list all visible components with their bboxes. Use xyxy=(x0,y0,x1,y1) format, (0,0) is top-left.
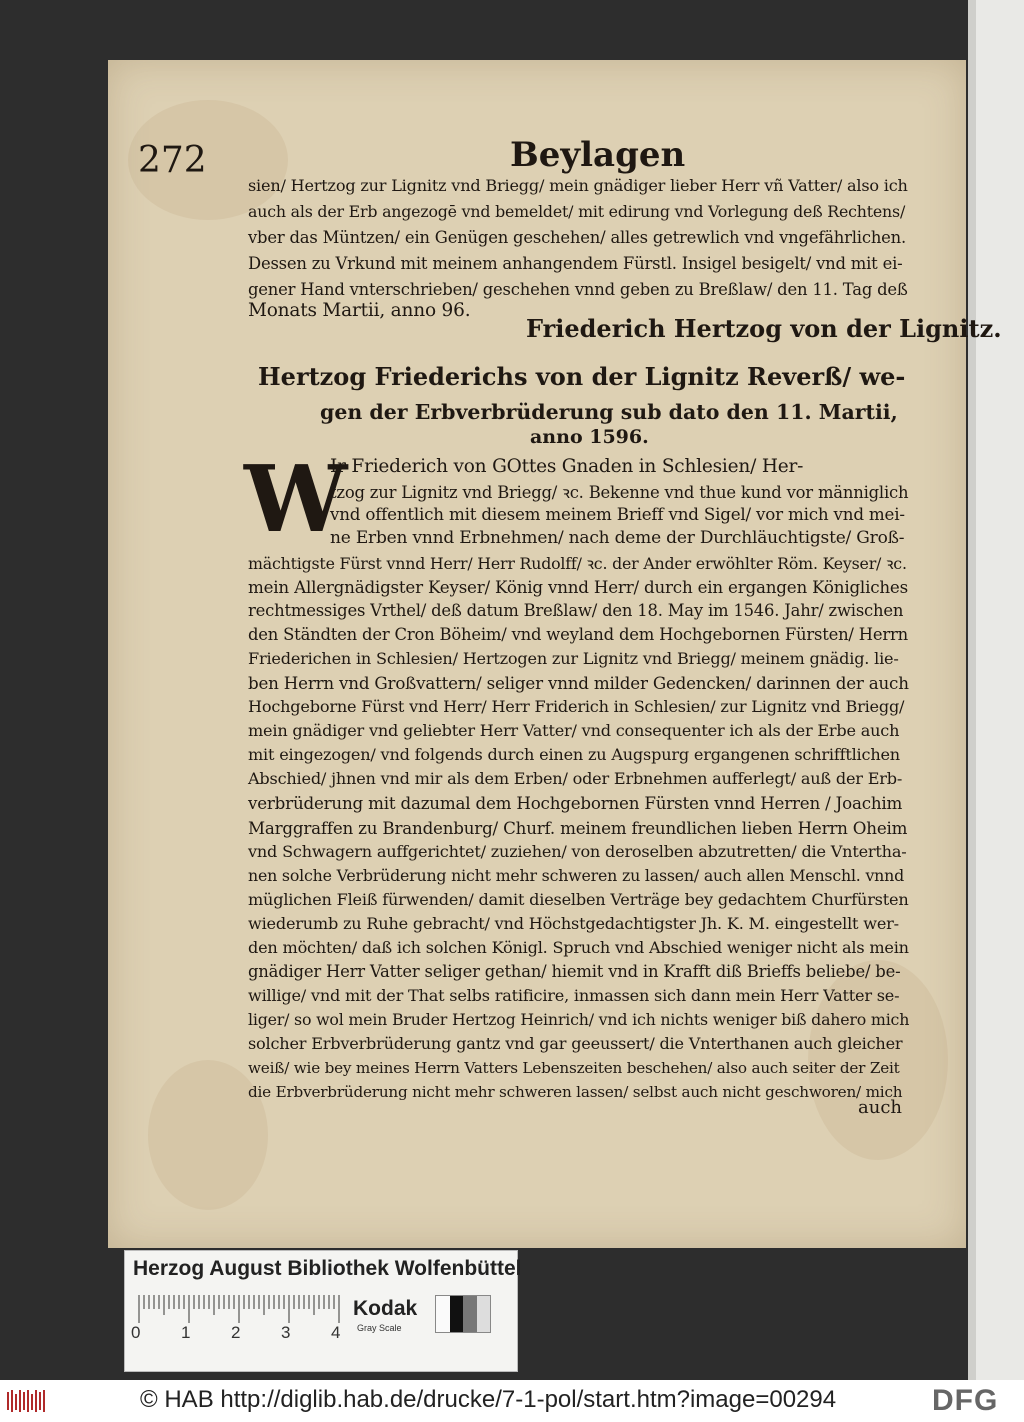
text-line: mächtigste Fürst vnnd Herr/ Herr Rudolff/ ꝛc. der Ander erwöhlter Röm. Keyser/ ꝛc. xyxy=(248,554,907,574)
text-line: den Ständten der Cron Böheim/ vnd weyland dem Hochgebornen Fürsten/ Herrn xyxy=(248,624,908,644)
text-line: Abschied/ jhnen vnd mir als dem Erben/ oder Erbnehmen aufferlegt/ auß der Erb- xyxy=(248,769,903,789)
ruler-number: 0 xyxy=(131,1323,141,1342)
text-line: mit eingezogen/ vnd folgends durch einen zu Augspurg ergangenen schrifftlichen xyxy=(248,745,900,765)
text-line: tzog zur Lignitz vnd Briegg/ ꝛc. Bekenne vnd thue kund vor männiglich xyxy=(330,483,909,503)
text-line: gener Hand vnterschrieben/ geschehen vnnd geben zu Breßlaw/ den 11. Tag deß xyxy=(248,280,908,299)
text-line: willige/ vnd mit der That selbs ratificire, inmassen sich dann mein Herr Vatter se- xyxy=(248,986,900,1006)
library-name: Herzog August Bibliothek Wolfenbüttel xyxy=(133,1257,522,1280)
footer-bar xyxy=(0,1380,1024,1422)
text-line: Dessen zu Vrkund mit meinem anhangendem Fürstl. Insigel besigelt/ vnd mit ei- xyxy=(248,254,903,273)
text-line: vnd offentlich mit diesem meinem Brieff vnd Sigel/ vor mich vnd mei- xyxy=(330,504,905,525)
page-number: 272 xyxy=(138,140,207,181)
text-line: ne Erben vnnd Erbnehmen/ nach deme der Durchläuchtigste/ Groß- xyxy=(330,528,905,549)
running-head: Beylagen xyxy=(510,135,686,175)
decorated-initial: W xyxy=(244,445,348,553)
text-line: mein gnädiger vnd geliebter Herr Vatter/ vnd consequenter ich als der Erbe auch xyxy=(248,721,900,741)
text-line: ben Herrn vnd Großvattern/ seliger vnnd milder Gedencken/ darinnen der auch xyxy=(248,672,909,693)
text-line: rechtmessiges Vrthel/ deß datum Breßlaw/ den 18. May im 1546. Jahr/ zwischen xyxy=(248,600,904,620)
copyright-url[interactable]: © HAB http://diglib.hab.de/drucke/7-1-pol/start.htm?image=00294 xyxy=(140,1386,837,1413)
text-line: wiederumb zu Ruhe gebracht/ vnd Höchstgedachtigster Jh. K. M. eingestellt wer- xyxy=(248,913,899,933)
section-heading-line3: anno 1596. xyxy=(530,426,649,448)
adjacent-page-edge xyxy=(968,0,1024,1380)
text-line: solcher Erbverbrüderung gantz vnd gar geeussert/ die Vnterthanen auch gleicher xyxy=(248,1034,903,1054)
text-line: auch als der Erb angezogē vnd bemeldet/ mit edirung vnd Vorlegung deß Rechtens/ xyxy=(248,202,906,221)
ruler-number: 2 xyxy=(231,1323,241,1342)
gray-scale-patch xyxy=(435,1295,491,1333)
measurement-ruler xyxy=(135,1295,347,1323)
dfg-logo: DFG xyxy=(932,1384,999,1417)
kodak-gray-scale-label: Gray Scale xyxy=(357,1323,402,1333)
text-line: liger/ so wol mein Bruder Hertzog Heinrich/ vnd ich nichts weniger biß dahero mich xyxy=(248,1010,910,1030)
section-heading-line2: gen der Erbverbrüderung sub dato den 11. Martii, xyxy=(320,400,898,424)
text-line: den möchten/ daß ich solchen Königl. Spruch vnd Abschied weniger nicht als mein xyxy=(248,938,909,957)
hab-logo-icon xyxy=(6,1388,46,1414)
library-label-card xyxy=(124,1250,522,1372)
ruler-number: 1 xyxy=(181,1323,191,1342)
section-heading: Hertzog Friederichs von der Lignitz Reverß/ we- xyxy=(258,362,906,391)
text-line: vber das Müntzen/ ein Genügen geschehen/ alles getrewlich vnd vngefährlichen. xyxy=(248,228,907,247)
text-line: mein Allergnädigster Keyser/ König vnnd Herr/ durch ein ergangen Königliches xyxy=(248,576,908,597)
page-fold xyxy=(968,0,976,1380)
text-line: Marggraffen zu Brandenburg/ Churf. meinem freundlichen lieben Herrn Oheim xyxy=(248,817,908,838)
kodak-logo: Kodak xyxy=(353,1297,418,1320)
text-line: Hochgeborne Fürst vnd Herr/ Herr Friderich in Schlesien/ zur Lignitz vnd Briegg/ xyxy=(248,697,905,716)
text-line: gnädiger Herr Vatter seliger gethan/ hiemit vnd in Krafft diß Brieffs beliebe/ be- xyxy=(248,962,901,982)
ruler-number: 4 xyxy=(331,1323,341,1342)
text-line: die Erbverbrüderung nicht mehr schweren lassen/ selbst auch nicht geschworen/ mich xyxy=(248,1082,903,1101)
text-line: verbrüderung mit dazumal dem Hochgebornen Fürsten vnnd Herren / Joachim xyxy=(248,793,903,814)
signature: Friederich Hertzog von der Lignitz. xyxy=(526,314,1002,343)
text-line: Ir Friederich von GOttes Gnaden in Schlesien/ Her- xyxy=(330,456,804,477)
text-line: weiß/ wie bey meines Herrn Vatters Lebenszeiten beschehen/ also auch seiter der Zeit xyxy=(248,1058,900,1077)
text-line: müglichen Fleiß fürwenden/ damit dieselben Verträge bey gedachtem Churfürsten xyxy=(248,889,909,909)
catchword: auch xyxy=(858,1097,902,1118)
text-line: Friederichen in Schlesien/ Hertzogen zur Lignitz vnd Briegg/ meinem gnädig. lie- xyxy=(248,648,899,668)
text-line: vnd Schwagern auffgerichtet/ zuziehen/ von deroselben abzutretten/ die Vntertha- xyxy=(248,841,907,861)
ruler-number: 3 xyxy=(281,1323,291,1342)
text-line: nen solche Verbrüderung nicht mehr schweren zu lassen/ auch allen Menschl. vnnd xyxy=(248,865,905,885)
text-line: Monats Martii, anno 96. xyxy=(248,300,471,321)
text-line: sien/ Hertzog zur Lignitz vnd Briegg/ mein gnädiger lieber Herr vñ Vatter/ also ich xyxy=(248,176,908,195)
